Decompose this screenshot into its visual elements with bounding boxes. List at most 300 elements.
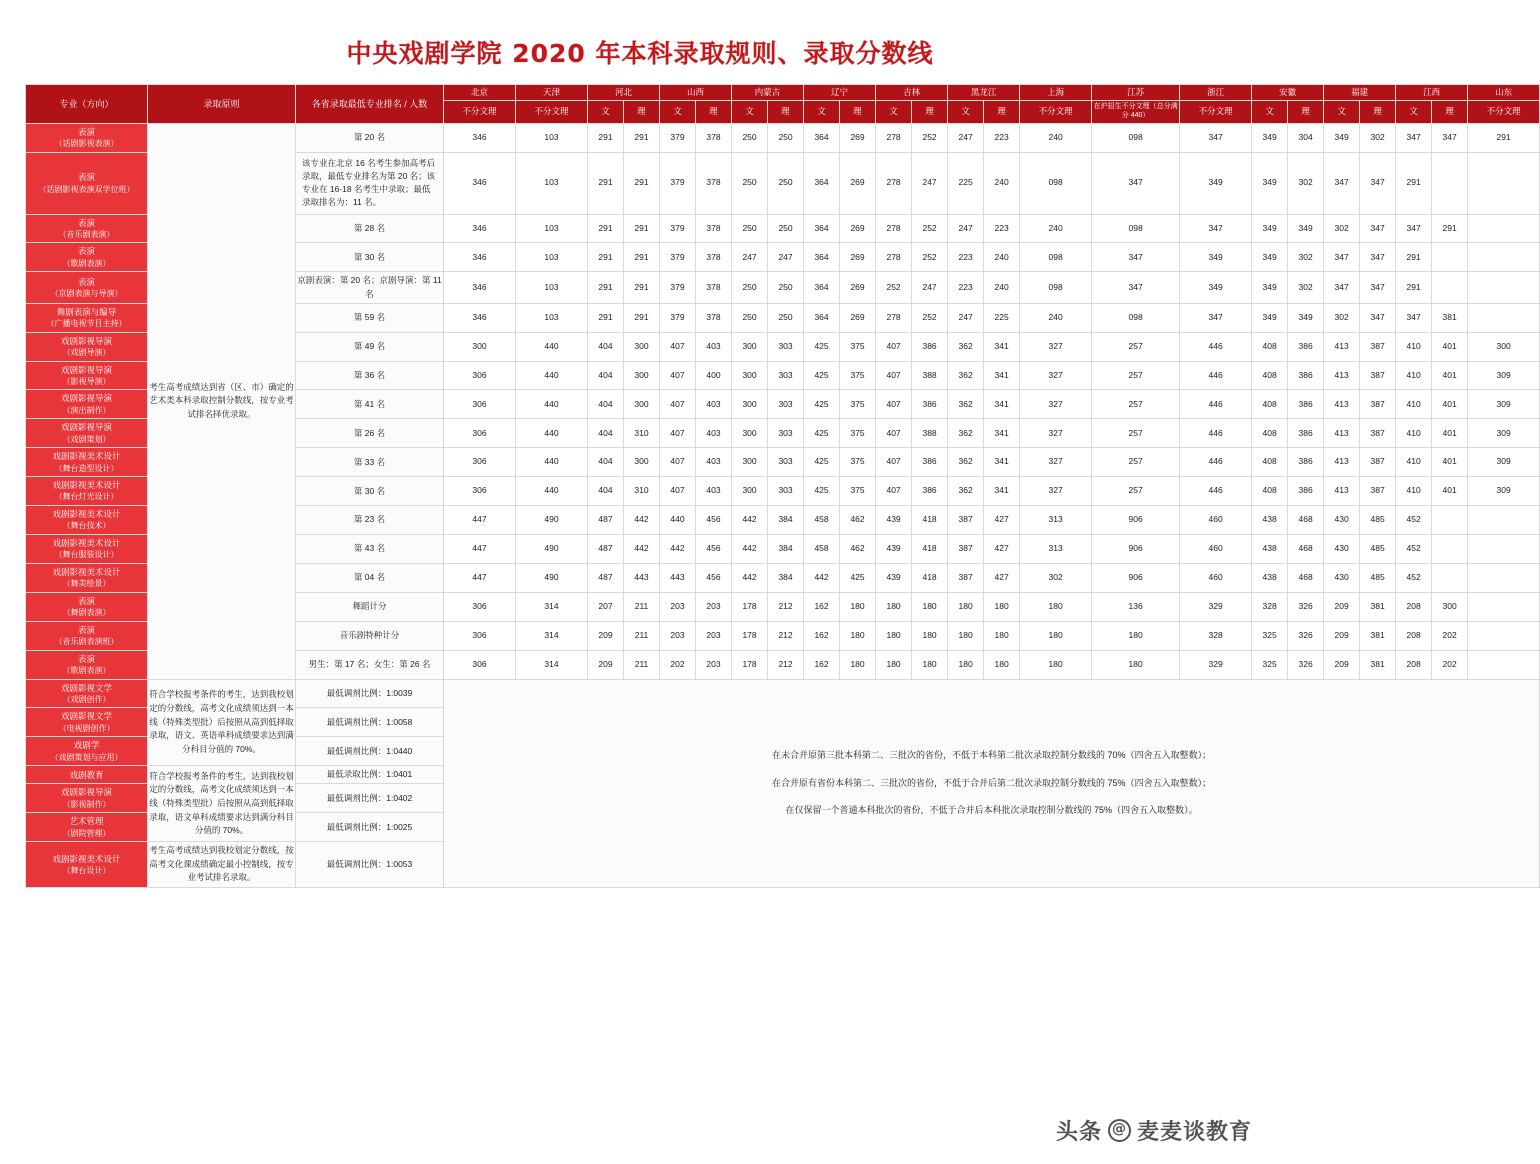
score-cell: 252 — [912, 123, 948, 152]
header-subject-河北-1: 理 — [624, 101, 660, 124]
score-cell: 425 — [804, 448, 840, 477]
score-cell: 257 — [1092, 390, 1180, 419]
score-cell: 180 — [1020, 621, 1092, 650]
score-cell: 306 — [444, 448, 516, 477]
score-cell: 257 — [1092, 448, 1180, 477]
program-direction: （话剧影视表演双学位班） — [38, 184, 135, 194]
score-cell: 103 — [516, 272, 588, 303]
admission-ratio-cell: 最低调剂比例：1:0025 — [296, 813, 444, 842]
score-cell: 300 — [624, 448, 660, 477]
score-cell: 300 — [624, 361, 660, 390]
program-name-cell — [26, 592, 148, 621]
score-cell: 252 — [876, 272, 912, 303]
score-cell: 446 — [1180, 332, 1252, 361]
score-cell: 208 — [1396, 592, 1432, 621]
score-cell: 425 — [804, 419, 840, 448]
score-cell: 408 — [1252, 419, 1288, 448]
score-cell: 446 — [1180, 419, 1252, 448]
major-rank-cell: 第 30 名 — [296, 243, 444, 272]
score-cell: 309 — [1468, 361, 1540, 390]
score-cell: 313 — [1020, 534, 1092, 563]
score-cell: 329 — [1180, 650, 1252, 679]
score-cell: 381 — [1360, 592, 1396, 621]
score-cell: 407 — [876, 332, 912, 361]
score-cell: 247 — [912, 152, 948, 214]
score-cell: 180 — [948, 621, 984, 650]
score-cell: 341 — [984, 419, 1020, 448]
score-cell: 341 — [984, 390, 1020, 419]
score-cell: 401 — [1432, 419, 1468, 448]
score-cell: 347 — [1092, 272, 1180, 303]
score-cell: 446 — [1180, 361, 1252, 390]
program-name-cell — [26, 621, 148, 650]
score-cell — [1468, 650, 1540, 679]
program-name-cell — [26, 123, 148, 152]
score-cell: 328 — [1252, 592, 1288, 621]
score-cell: 300 — [1432, 592, 1468, 621]
bottom-program-label: 艺术管理 — [69, 816, 104, 827]
score-cell: 252 — [912, 214, 948, 243]
admission-ratio-cell: 最低录取比例：1:0401 — [296, 766, 444, 784]
header-subject-内蒙古-0: 文 — [732, 101, 768, 124]
score-cell: 430 — [1324, 563, 1360, 592]
score-cell: 180 — [984, 592, 1020, 621]
header-row-province — [26, 85, 1540, 101]
score-cell: 223 — [984, 123, 1020, 152]
program-name-cell — [26, 650, 148, 679]
program-direction: （舞剧表演） — [62, 608, 111, 618]
score-cell: 378 — [696, 272, 732, 303]
score-cell: 349 — [1252, 152, 1288, 214]
score-cell: 329 — [1180, 592, 1252, 621]
program-label: 戏剧影视美术设计 — [52, 480, 121, 491]
score-cell: 341 — [984, 361, 1020, 390]
score-cell: 327 — [1020, 477, 1092, 506]
score-cell: 388 — [912, 419, 948, 448]
score-cell: 410 — [1396, 332, 1432, 361]
score-cell: 341 — [984, 332, 1020, 361]
score-cell: 438 — [1252, 534, 1288, 563]
score-cell: 212 — [768, 621, 804, 650]
admission-ratio-cell: 最低调剂比例：1:0440 — [296, 737, 444, 766]
score-cell: 906 — [1092, 534, 1180, 563]
score-cell: 327 — [1020, 332, 1092, 361]
score-cell — [1468, 214, 1540, 243]
score-cell: 379 — [660, 303, 696, 332]
score-cell: 208 — [1396, 621, 1432, 650]
score-cell: 223 — [984, 214, 1020, 243]
score-cell: 212 — [768, 592, 804, 621]
header-subject-吉林-1: 理 — [912, 101, 948, 124]
score-cell: 387 — [948, 506, 984, 535]
score-cell: 103 — [516, 123, 588, 152]
program-name-cell — [26, 419, 148, 448]
program-label: 舞剧表演与编导 — [56, 306, 117, 317]
score-cell: 314 — [516, 650, 588, 679]
bottom-program-name-cell — [26, 737, 148, 766]
score-cell — [1432, 243, 1468, 272]
header-subject-安徽-0: 文 — [1252, 101, 1288, 124]
score-cell: 413 — [1324, 477, 1360, 506]
score-cell: 240 — [1020, 123, 1092, 152]
score-table-container — [25, 84, 1521, 888]
score-cell: 306 — [444, 621, 516, 650]
header-province-山西: 山西 — [660, 85, 732, 101]
score-cell: 250 — [732, 152, 768, 214]
score-cell: 240 — [984, 272, 1020, 303]
score-cell: 300 — [444, 332, 516, 361]
program-direction: （舞台技术） — [62, 521, 111, 531]
major-rank-cell: 第 41 名 — [296, 390, 444, 419]
score-cell: 225 — [984, 303, 1020, 332]
bottom-note-line: 在合并原有省份本科第二、三批次的省份，不低于合并后第二批次录取控制分数线的 75%（四舍五入取整数）； — [772, 777, 1212, 788]
score-cell: 291 — [1432, 214, 1468, 243]
program-name-cell — [26, 477, 148, 506]
score-cell: 303 — [768, 361, 804, 390]
program-name-cell — [26, 361, 148, 390]
bottom-program-direction: （戏剧创作） — [62, 694, 111, 704]
score-cell: 203 — [660, 592, 696, 621]
header-subject-黑龙江-0: 文 — [948, 101, 984, 124]
score-cell: 364 — [804, 123, 840, 152]
score-cell: 278 — [876, 214, 912, 243]
table-body — [26, 123, 1540, 887]
score-cell: 407 — [876, 477, 912, 506]
program-direction: （歌剧表演） — [62, 258, 111, 268]
score-cell: 349 — [1252, 214, 1288, 243]
score-cell: 387 — [1360, 448, 1396, 477]
score-cell: 300 — [624, 332, 660, 361]
score-cell: 349 — [1252, 272, 1288, 303]
score-cell: 303 — [768, 477, 804, 506]
score-cell: 447 — [444, 506, 516, 535]
score-cell: 440 — [516, 419, 588, 448]
score-cell: 440 — [660, 506, 696, 535]
score-cell: 257 — [1092, 332, 1180, 361]
score-cell: 413 — [1324, 361, 1360, 390]
score-cell: 309 — [1468, 448, 1540, 477]
program-direction: （戏剧导演） — [62, 347, 111, 357]
score-cell: 401 — [1432, 477, 1468, 506]
score-cell: 462 — [840, 534, 876, 563]
score-cell: 103 — [516, 243, 588, 272]
score-cell: 203 — [660, 621, 696, 650]
score-cell: 446 — [1180, 477, 1252, 506]
score-cell: 440 — [516, 477, 588, 506]
header-subject-吉林-0: 文 — [876, 101, 912, 124]
score-cell: 386 — [1288, 361, 1324, 390]
program-direction: （舞台造型设计） — [54, 463, 119, 473]
score-cell: 178 — [732, 592, 768, 621]
score-cell: 278 — [876, 243, 912, 272]
score-cell: 349 — [1252, 243, 1288, 272]
score-cell: 162 — [804, 650, 840, 679]
score-cell: 209 — [1324, 592, 1360, 621]
score-cell: 203 — [696, 621, 732, 650]
score-cell: 401 — [1432, 390, 1468, 419]
score-cell: 209 — [1324, 621, 1360, 650]
program-label: 表演 — [77, 217, 95, 228]
score-cell: 291 — [588, 272, 624, 303]
score-cell — [1432, 272, 1468, 303]
score-cell: 404 — [588, 477, 624, 506]
score-cell: 269 — [840, 214, 876, 243]
score-cell: 375 — [840, 332, 876, 361]
score-cell: 425 — [804, 332, 840, 361]
score-cell: 364 — [804, 152, 840, 214]
score-cell: 443 — [660, 563, 696, 592]
score-cell: 291 — [1396, 272, 1432, 303]
score-cell: 386 — [1288, 477, 1324, 506]
score-cell: 180 — [840, 650, 876, 679]
score-cell: 403 — [696, 448, 732, 477]
score-cell: 460 — [1180, 563, 1252, 592]
header-subject-山东-0: 不分文理 — [1468, 101, 1540, 124]
score-cell: 407 — [660, 332, 696, 361]
score-cell: 300 — [732, 477, 768, 506]
bottom-program-direction: （剧院管理） — [62, 828, 111, 838]
score-cell: 180 — [912, 621, 948, 650]
score-cell: 347 — [1360, 243, 1396, 272]
score-cell: 291 — [624, 123, 660, 152]
table-row — [26, 123, 1540, 152]
score-cell: 430 — [1324, 534, 1360, 563]
admission-ratio-cell: 最低调剂比例：1:0053 — [296, 842, 444, 888]
bottom-program-label: 戏剧学 — [73, 740, 100, 751]
score-cell: 386 — [912, 332, 948, 361]
score-cell: 302 — [1288, 152, 1324, 214]
program-name-cell — [26, 152, 148, 214]
score-cell: 379 — [660, 152, 696, 214]
program-label: 表演 — [77, 276, 95, 287]
score-cell: 309 — [1468, 477, 1540, 506]
score-cell: 442 — [732, 506, 768, 535]
bottom-program-label: 戏剧影视美术设计 — [52, 853, 121, 864]
header-subject-安徽-1: 理 — [1288, 101, 1324, 124]
program-name-cell — [26, 243, 148, 272]
score-cell: 387 — [948, 563, 984, 592]
score-cell: 240 — [984, 243, 1020, 272]
score-cell: 446 — [1180, 448, 1252, 477]
score-cell: 439 — [876, 506, 912, 535]
score-cell: 327 — [1020, 390, 1092, 419]
score-cell: 209 — [1324, 650, 1360, 679]
score-cell: 347 — [1180, 123, 1252, 152]
score-cell: 462 — [840, 506, 876, 535]
bottom-table-row — [26, 679, 1540, 708]
score-cell: 456 — [696, 563, 732, 592]
score-cell: 257 — [1092, 419, 1180, 448]
score-cell: 384 — [768, 563, 804, 592]
score-cell: 407 — [876, 448, 912, 477]
score-cell: 349 — [1180, 243, 1252, 272]
score-cell: 447 — [444, 563, 516, 592]
header-province-浙江: 浙江 — [1180, 85, 1252, 101]
score-cell: 456 — [696, 506, 732, 535]
score-cell: 362 — [948, 332, 984, 361]
score-cell: 386 — [1288, 448, 1324, 477]
program-name-cell — [26, 448, 148, 477]
score-cell: 442 — [732, 534, 768, 563]
score-cell: 460 — [1180, 506, 1252, 535]
bottom-program-label: 戏剧影视文学 — [60, 682, 112, 693]
score-cell: 208 — [1396, 650, 1432, 679]
score-cell: 302 — [1288, 243, 1324, 272]
score-cell: 180 — [912, 592, 948, 621]
score-cell: 103 — [516, 152, 588, 214]
program-label: 表演 — [77, 624, 95, 635]
at-icon: @ — [1108, 1119, 1131, 1142]
program-direction: （广播电视节目主持） — [46, 319, 127, 329]
score-cell: 485 — [1360, 506, 1396, 535]
score-cell: 347 — [1396, 303, 1432, 332]
bottom-notes-cell — [444, 679, 1540, 887]
score-cell: 103 — [516, 214, 588, 243]
score-cell: 291 — [624, 272, 660, 303]
program-direction: （话剧影视表演） — [54, 139, 119, 149]
program-label: 表演 — [77, 653, 95, 664]
score-cell: 407 — [876, 361, 912, 390]
score-cell: 300 — [732, 390, 768, 419]
score-cell: 349 — [1252, 303, 1288, 332]
major-rank-cell: 该专业在北京 16 名考生参加高考后录取，最低专业排名为第 20 名；该专业在 16-18 名考生中录取；最低录取排名为：11 名。 — [296, 152, 444, 214]
score-cell: 180 — [948, 650, 984, 679]
score-cell — [1468, 534, 1540, 563]
score-cell: 269 — [840, 272, 876, 303]
score-cell: 379 — [660, 243, 696, 272]
header-subject-河北-0: 文 — [588, 101, 624, 124]
score-cell: 098 — [1092, 214, 1180, 243]
header-province-上海: 上海 — [1020, 85, 1092, 101]
bottom-admission-rule-cell: 符合学校报考条件的考生，达到我校划定的分数线，高考文化成绩须达到一本线（特殊类型批）后按照从高到低择取录取，语文单科成绩要求达到满分科目分值的 70%。 — [148, 766, 296, 842]
score-cell: 180 — [912, 650, 948, 679]
header-subject-江西-1: 理 — [1432, 101, 1468, 124]
header-subject-江西-0: 文 — [1396, 101, 1432, 124]
score-cell: 300 — [1468, 332, 1540, 361]
score-cell: 306 — [444, 361, 516, 390]
score-cell: 468 — [1288, 506, 1324, 535]
score-cell: 378 — [696, 303, 732, 332]
score-cell: 250 — [768, 214, 804, 243]
score-cell: 303 — [768, 332, 804, 361]
score-cell: 362 — [948, 477, 984, 506]
header-subject-天津-0: 不分文理 — [516, 101, 588, 124]
score-cell: 452 — [1396, 534, 1432, 563]
score-cell: 304 — [1288, 123, 1324, 152]
score-cell: 362 — [948, 419, 984, 448]
score-cell: 303 — [768, 448, 804, 477]
score-cell: 404 — [588, 390, 624, 419]
score-cell: 401 — [1432, 361, 1468, 390]
score-cell: 178 — [732, 621, 768, 650]
header-subject-山西-0: 文 — [660, 101, 696, 124]
score-cell: 906 — [1092, 506, 1180, 535]
score-cell: 386 — [912, 390, 948, 419]
score-cell: 403 — [696, 390, 732, 419]
score-cell: 347 — [1324, 272, 1360, 303]
program-direction: （京剧表演与导演） — [50, 288, 123, 298]
score-cell: 404 — [588, 448, 624, 477]
score-cell: 407 — [876, 390, 912, 419]
admission-ratio-cell: 最低调剂比例：1:0039 — [296, 679, 444, 708]
score-cell: 240 — [984, 152, 1020, 214]
score-cell: 209 — [588, 650, 624, 679]
score-cell: 378 — [696, 214, 732, 243]
score-cell: 341 — [984, 477, 1020, 506]
score-cell: 300 — [624, 390, 660, 419]
header-province-辽宁: 辽宁 — [804, 85, 876, 101]
score-cell: 302 — [1360, 123, 1396, 152]
score-cell: 346 — [444, 123, 516, 152]
score-cell: 202 — [1432, 650, 1468, 679]
score-cell: 442 — [660, 534, 696, 563]
major-rank-cell: 第 36 名 — [296, 361, 444, 390]
score-cell: 209 — [588, 621, 624, 650]
major-rank-cell: 第 04 名 — [296, 563, 444, 592]
score-cell: 278 — [876, 123, 912, 152]
score-cell: 386 — [912, 448, 948, 477]
score-cell: 410 — [1396, 477, 1432, 506]
score-cell: 386 — [1288, 390, 1324, 419]
score-cell: 180 — [1020, 592, 1092, 621]
program-direction: （演出制作） — [62, 405, 111, 415]
score-cell: 442 — [624, 506, 660, 535]
program-name-cell — [26, 563, 148, 592]
score-cell: 326 — [1288, 650, 1324, 679]
program-name-cell — [26, 303, 148, 332]
admission-ratio-cell: 最低调剂比例：1:0402 — [296, 784, 444, 813]
score-cell: 180 — [1092, 650, 1180, 679]
score-cell: 362 — [948, 448, 984, 477]
header-subject-北京-0: 不分文理 — [444, 101, 516, 124]
program-name-cell — [26, 214, 148, 243]
score-cell: 180 — [840, 592, 876, 621]
score-cell: 326 — [1288, 621, 1324, 650]
score-cell: 387 — [1360, 419, 1396, 448]
score-cell: 327 — [1020, 448, 1092, 477]
score-cell: 314 — [516, 592, 588, 621]
major-rank-cell: 舞蹈计分 — [296, 592, 444, 621]
score-cell: 413 — [1324, 332, 1360, 361]
score-cell: 247 — [948, 214, 984, 243]
bottom-admission-rule-cell: 考生高考成绩达到我校划定分数线，按高考文化课成绩确定最小控制线，按专业考试排名录取。 — [148, 842, 296, 888]
header-subject-福建-0: 文 — [1324, 101, 1360, 124]
header-subject-内蒙古-1: 理 — [768, 101, 804, 124]
header-rank: 各省录取最低专业排名 / 人数 — [296, 85, 444, 124]
score-cell: 364 — [804, 243, 840, 272]
score-cell: 347 — [1324, 243, 1360, 272]
score-cell: 387 — [1360, 390, 1396, 419]
header-province-江苏: 江苏 — [1092, 85, 1180, 101]
score-cell: 401 — [1432, 332, 1468, 361]
score-cell: 291 — [588, 243, 624, 272]
score-cell: 347 — [1092, 152, 1180, 214]
score-cell: 458 — [804, 534, 840, 563]
admission-ratio-cell: 最低调剂比例：1:0058 — [296, 708, 444, 737]
header-subject-辽宁-1: 理 — [840, 101, 876, 124]
program-label: 戏剧影视导演 — [60, 422, 112, 433]
header-province-北京: 北京 — [444, 85, 516, 101]
score-cell: 211 — [624, 650, 660, 679]
score-cell — [1468, 592, 1540, 621]
score-cell: 400 — [696, 361, 732, 390]
score-cell: 379 — [660, 214, 696, 243]
score-cell: 375 — [840, 361, 876, 390]
score-cell: 212 — [768, 650, 804, 679]
bottom-program-name-cell — [26, 784, 148, 813]
score-cell: 427 — [984, 506, 1020, 535]
program-name-cell — [26, 332, 148, 361]
